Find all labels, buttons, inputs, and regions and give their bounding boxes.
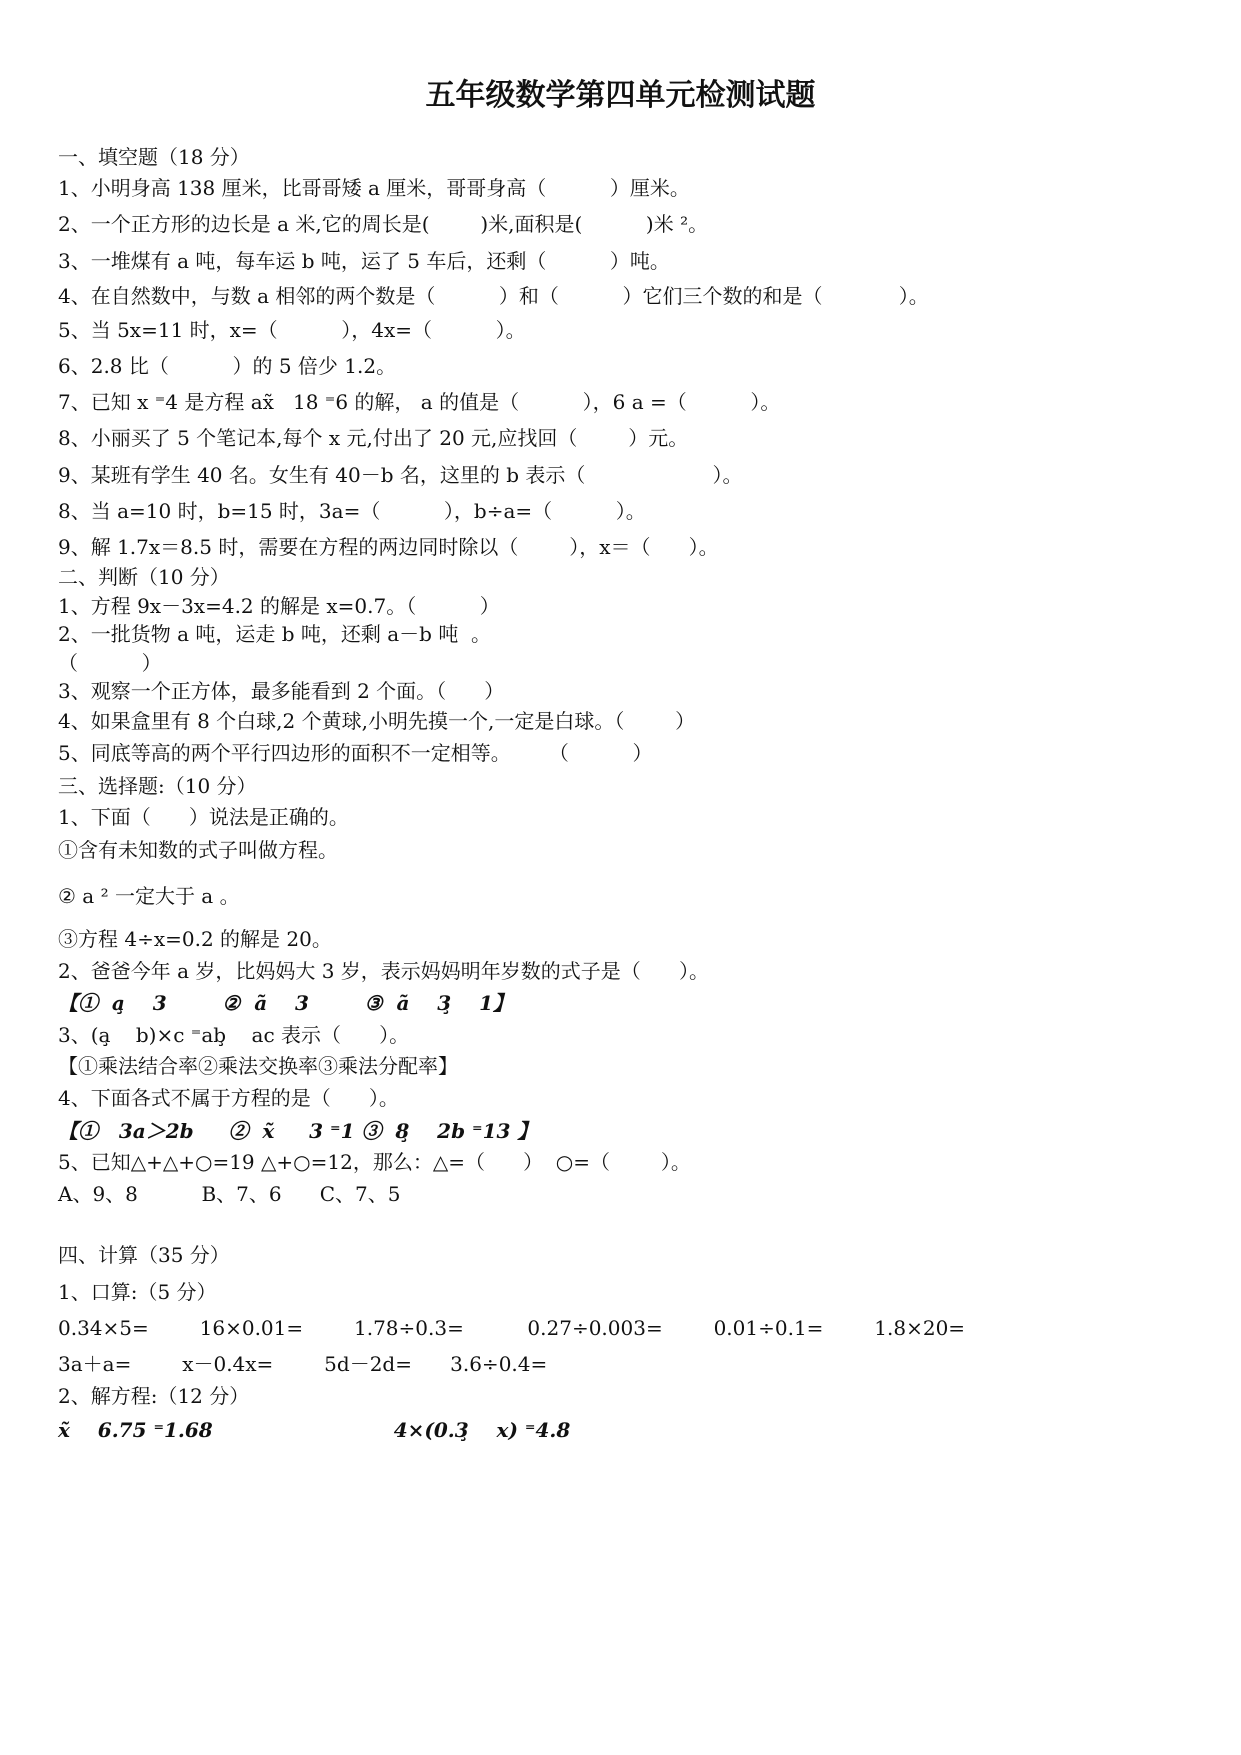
question-line: 6、2.8 比（ ）的 5 倍少 1.2。 [58,354,397,378]
question-line: 1、方程 9x－3x=4.2 的解是 x=0.7。（ ） [58,594,500,618]
question-line: 3、一堆煤有 a 吨，每车运 b 吨，运了 5 车后，还剩（ ）吨。 [58,249,670,273]
question-line: 2、一个正方形的边长是 a 米,它的周长是( )米,面积是( )米 ²。 [58,212,709,236]
question-line: 4、如果盒里有 8 个白球,2 个黄球,小明先摸一个,一定是白球。（ ） [58,709,696,733]
sub-heading: 2、解方程:（12 分） [58,1384,250,1408]
option-line: 【①乘法结合率②乘法交换率③乘法分配率】 [58,1054,458,1078]
option-line: ② a ² 一定大于 a 。 [58,884,240,908]
question-line: 1、下面（ ）说法是正确的。 [58,805,349,829]
question-line: 2、爸爸今年 a 岁，比妈妈大 3 岁，表示妈妈明年岁数的式子是（ ）。 [58,959,709,983]
question-line: 7、已知 x ⁼4 是方程 ax̃ 18 ⁼6 的解， a 的值是（ ），6 a =（ ）。 [58,390,781,414]
calc-line: 0.34×5= 16×0.01= 1.78÷0.3= 0.27÷0.003= 0.01÷0.1= 1.8×20= [58,1316,966,1340]
question-line: 5、已知△+△+○=19 △+○=12，那么：△=（ ） ○=（ ）。 [58,1150,691,1174]
equation-line: x̃ 6.75 ⁼1.68 4×(0.3̧ x) ⁼4.8 [58,1418,571,1442]
question-line: 5、当 5x=11 时，x=（ ），4x=（ ）。 [58,318,526,342]
question-line: 4、在自然数中，与数 a 相邻的两个数是（ ）和（ ）它们三个数的和是（ ）。 [58,284,929,308]
option-line: ③方程 4÷x=0.2 的解是 20。 [58,927,332,951]
calc-line: 3a＋a= x－0.4x= 5d－2d= 3.6÷0.4= [58,1352,548,1376]
question-line: 8、当 a=10 时，b=15 时，3a=（ ），b÷a=（ ）。 [58,499,646,523]
question-line: 9、解 1.7x＝8.5 时，需要在方程的两边同时除以（ ），x＝（ ）。 [58,535,719,559]
section-heading-compute: 四、计算（35 分） [58,1243,230,1267]
question-line: 3、观察一个正方体，最多能看到 2 个面。（ ） [58,679,505,703]
question-line: 5、同底等高的两个平行四边形的面积不一定相等。 （ ） [58,741,653,765]
section-heading-fill-blank: 一、填空题（18 分） [58,145,250,169]
question-line: 3、(a̧ b)×c ⁼ab̧ ac 表示（ ）。 [58,1023,410,1047]
option-line: ①含有未知数的式子叫做方程。 [58,838,338,862]
page-title: 五年级数学第四单元检测试题 [425,78,816,113]
question-line: 2、一批货物 a 吨，运走 b 吨，还剩 a－b 吨 。 [58,622,492,646]
sub-heading: 1、口算:（5 分） [58,1280,217,1304]
option-line: 【① 3a＞2b ② x̃ 3 ⁼1 ③ 8̧ 2b ⁼13 】 [58,1119,538,1143]
option-line: 【① a̧ 3 ② ã 3 ③ ã 3̧ 1】 [58,991,513,1015]
section-heading-choice: 三、选择题:（10 分） [58,774,257,798]
section-heading-judge: 二、判断（10 分） [58,565,230,589]
question-line: 9、某班有学生 40 名。女生有 40－b 名，这里的 b 表示（ ）。 [58,463,743,487]
question-line: 4、下面各式不属于方程的是（ ）。 [58,1086,399,1110]
question-line: 8、小丽买了 5 个笔记本,每个 x 元,付出了 20 元,应找回（ ）元。 [58,426,689,450]
option-line: A、9、8 B、7、6 C、7、5 [58,1182,401,1206]
answer-bracket: （ ） [58,651,162,675]
question-line: 1、小明身高 138 厘米，比哥哥矮 a 厘米，哥哥身高（ ）厘米。 [58,176,690,200]
